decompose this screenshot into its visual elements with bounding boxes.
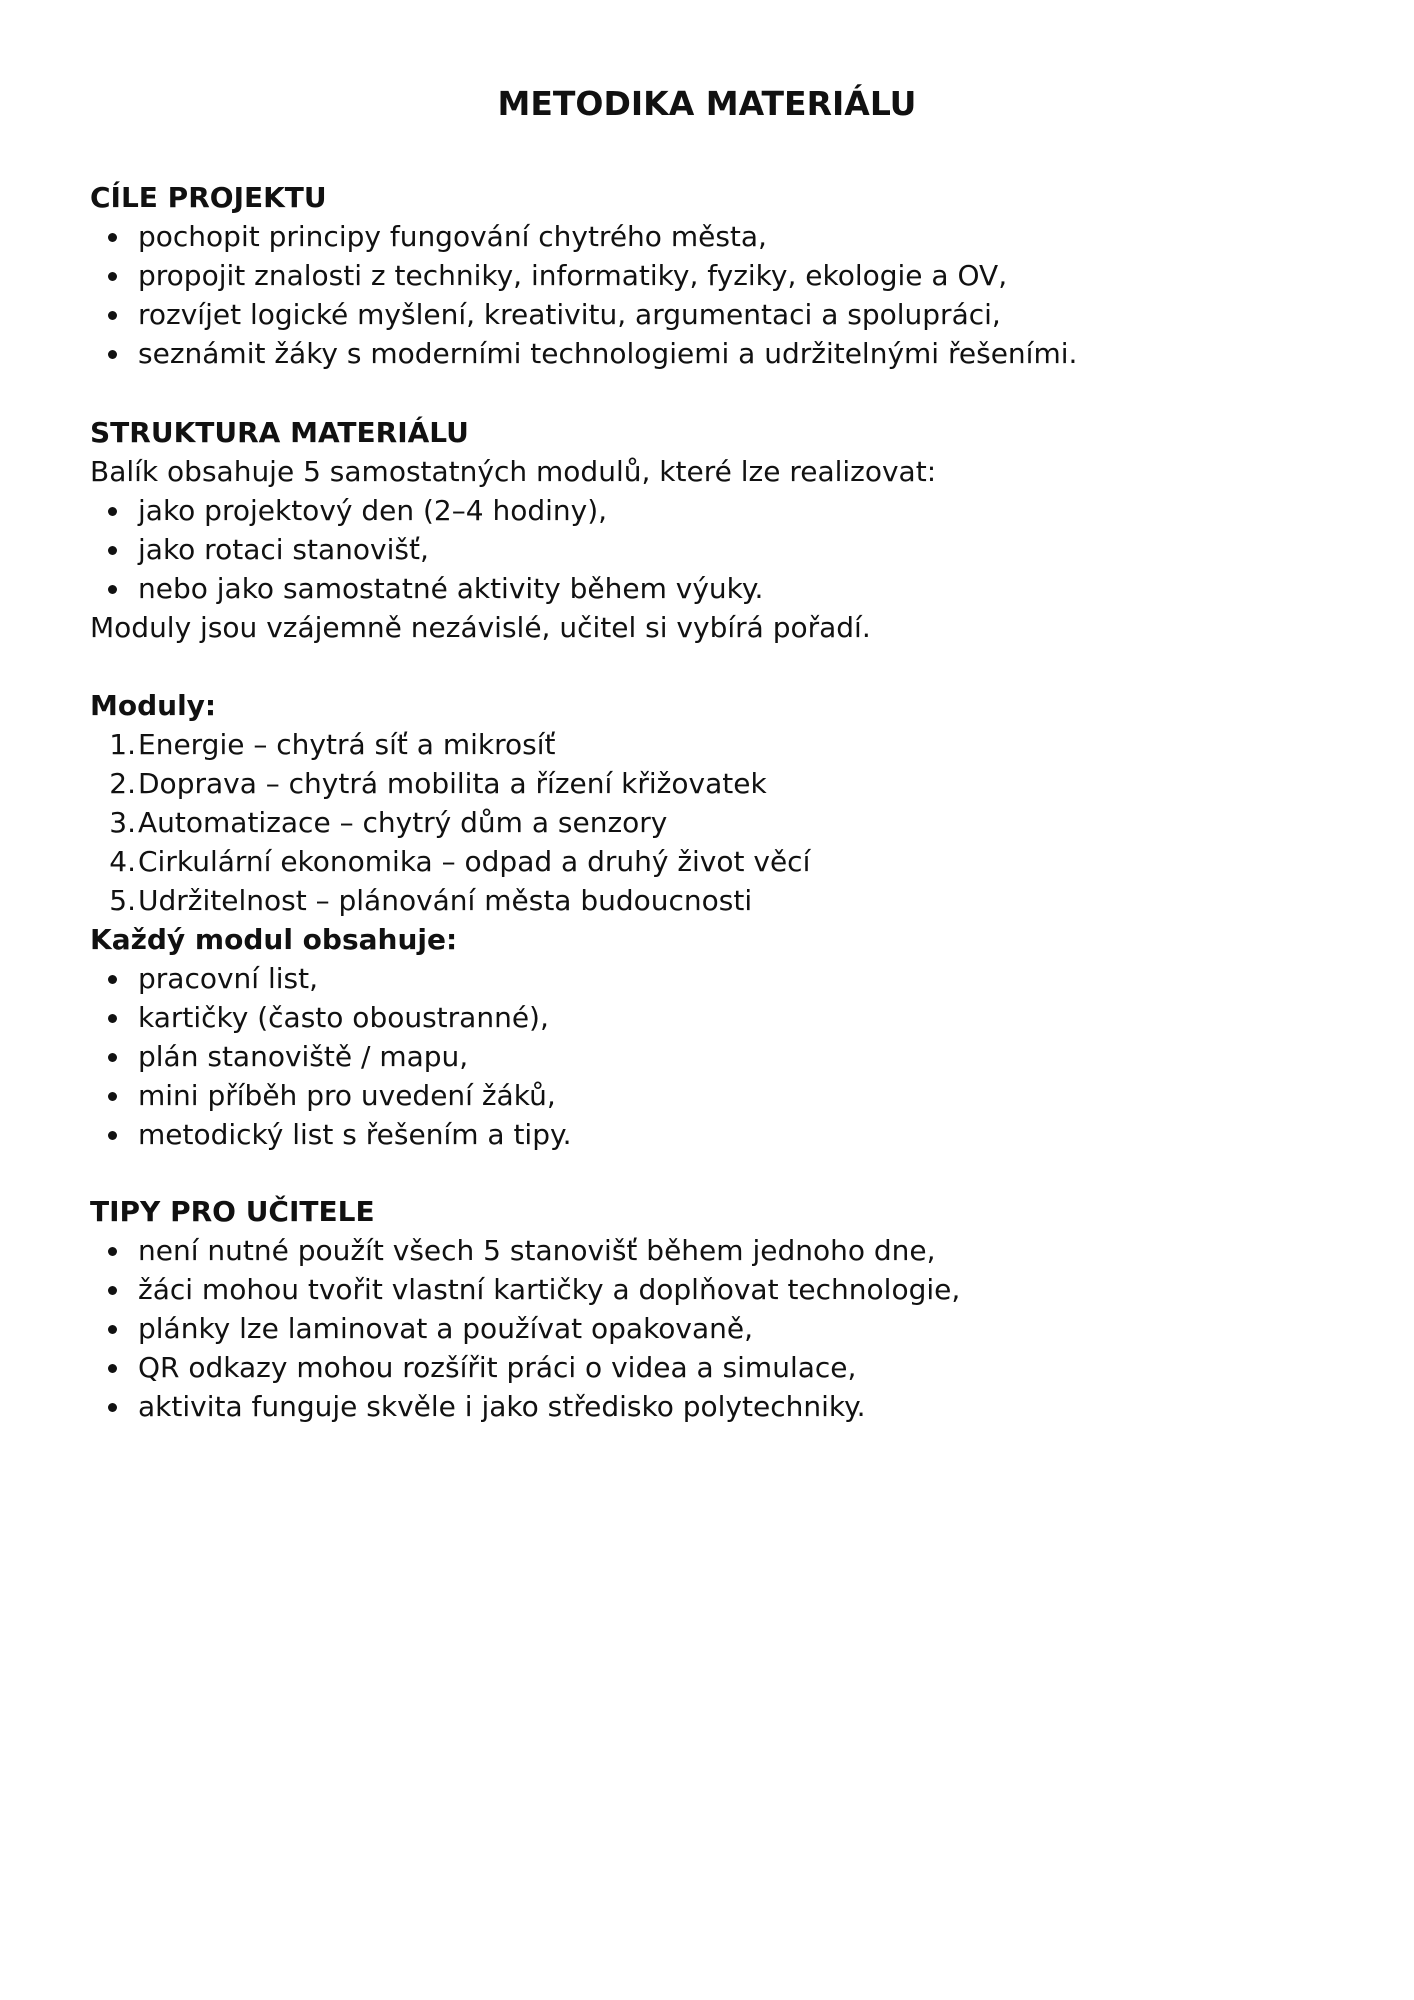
bullet-icon xyxy=(108,1286,117,1295)
list-item xyxy=(90,491,1324,530)
list-item-number: 4. xyxy=(109,845,136,878)
list-item xyxy=(90,998,1324,1037)
tips-list xyxy=(90,1231,1324,1426)
list-item xyxy=(90,1270,1324,1309)
list-item xyxy=(90,1348,1324,1387)
bullet-icon xyxy=(108,1325,117,1334)
list-item-text: nebo jako samostatné aktivity během výuky. xyxy=(138,572,764,605)
goals-section xyxy=(90,178,1324,373)
list-item-text: Doprava – chytrá mobilita a řízení křižovatek xyxy=(138,767,767,800)
list-item xyxy=(90,569,1324,608)
list-item xyxy=(90,842,1324,881)
list-item xyxy=(90,1309,1324,1348)
bullet-icon xyxy=(108,233,117,242)
list-item xyxy=(90,881,1324,920)
list-item-text: aktivita funguje skvěle i jako středisko polytechniky. xyxy=(138,1390,866,1423)
list-item-text: rozvíjet logické myšlení, kreativitu, argumentaci a spolupráci, xyxy=(138,298,1001,331)
list-item-text: propojit znalosti z techniky, informatiky, fyziky, ekologie a OV, xyxy=(138,259,1008,292)
list-item xyxy=(90,1037,1324,1076)
list-item-text: žáci mohou tvořit vlastní kartičky a doplňovat technologie, xyxy=(138,1273,961,1306)
goals-list xyxy=(90,217,1324,373)
contents-heading: Každý modul obsahuje: xyxy=(90,923,458,956)
bullet-icon xyxy=(108,1092,117,1101)
structure-intro: Balík obsahuje 5 samostatných modulů, které lze realizovat: xyxy=(90,455,937,488)
bullet-icon xyxy=(108,350,117,359)
list-item xyxy=(90,1076,1324,1115)
list-item xyxy=(90,1115,1324,1154)
list-item-text: kartičky (často oboustranné), xyxy=(138,1001,549,1034)
list-item xyxy=(90,803,1324,842)
list-item-number: 3. xyxy=(109,806,136,839)
list-item-text: plánky lze laminovat a používat opakovaně, xyxy=(138,1312,754,1345)
list-item-text: Cirkulární ekonomika – odpad a druhý život věcí xyxy=(138,845,811,878)
modules-heading: Moduly: xyxy=(90,689,217,722)
modules-section xyxy=(90,686,1324,1154)
structure-list xyxy=(90,491,1324,608)
structure-outro: Moduly jsou vzájemně nezávislé, učitel si vybírá pořadí. xyxy=(90,611,871,644)
list-item-text: jako rotaci stanovišť, xyxy=(138,533,429,566)
list-item-text: Udržitelnost – plánování města budoucnosti xyxy=(138,884,753,917)
tips-heading: TIPY PRO UČITELE xyxy=(90,1195,375,1228)
bullet-icon xyxy=(108,585,117,594)
list-item xyxy=(90,725,1324,764)
list-item xyxy=(90,217,1324,256)
goals-heading: CÍLE PROJEKTU xyxy=(90,181,327,214)
list-item xyxy=(90,1231,1324,1270)
list-item-text: jako projektový den (2–4 hodiny), xyxy=(138,494,608,527)
list-item xyxy=(90,1387,1324,1426)
list-item xyxy=(90,530,1324,569)
list-item-text: pracovní list, xyxy=(138,962,318,995)
list-item xyxy=(90,959,1324,998)
bullet-icon xyxy=(108,1247,117,1256)
bullet-icon xyxy=(108,975,117,984)
bullet-icon xyxy=(108,546,117,555)
bullet-icon xyxy=(108,507,117,516)
list-item xyxy=(90,334,1324,373)
list-item-text: pochopit principy fungování chytrého města, xyxy=(138,220,767,253)
list-item-text: není nutné použít všech 5 stanovišť během jednoho dne, xyxy=(138,1234,936,1267)
list-item-text: QR odkazy mohou rozšířit práci o videa a simulace, xyxy=(138,1351,857,1384)
structure-section xyxy=(90,413,1324,647)
list-item-text: metodický list s řešením a tipy. xyxy=(138,1118,572,1151)
bullet-icon xyxy=(108,272,117,281)
structure-heading: STRUKTURA MATERIÁLU xyxy=(90,416,469,449)
list-item-text: Automatizace – chytrý dům a senzory xyxy=(138,806,668,839)
list-item-number: 1. xyxy=(109,728,136,761)
list-item-number: 5. xyxy=(109,884,136,917)
list-item xyxy=(90,256,1324,295)
list-item xyxy=(90,764,1324,803)
bullet-icon xyxy=(108,1403,117,1412)
page-title: METODIKA MATERIÁLU xyxy=(497,84,917,123)
bullet-icon xyxy=(108,1053,117,1062)
contents-list xyxy=(90,959,1324,1154)
list-item-text: plán stanoviště / mapu, xyxy=(138,1040,469,1073)
list-item-text: mini příběh pro uvedení žáků, xyxy=(138,1079,556,1112)
bullet-icon xyxy=(108,1014,117,1023)
bullet-icon xyxy=(108,1131,117,1140)
bullet-icon xyxy=(108,1364,117,1373)
modules-list xyxy=(90,725,1324,920)
list-item-text: Energie – chytrá síť a mikrosíť xyxy=(138,728,556,761)
bullet-icon xyxy=(108,311,117,320)
tips-section xyxy=(90,1192,1324,1426)
list-item-number: 2. xyxy=(109,767,136,800)
list-item-text: seznámit žáky s moderními technologiemi a udržitelnými řešeními. xyxy=(138,337,1078,370)
list-item xyxy=(90,295,1324,334)
